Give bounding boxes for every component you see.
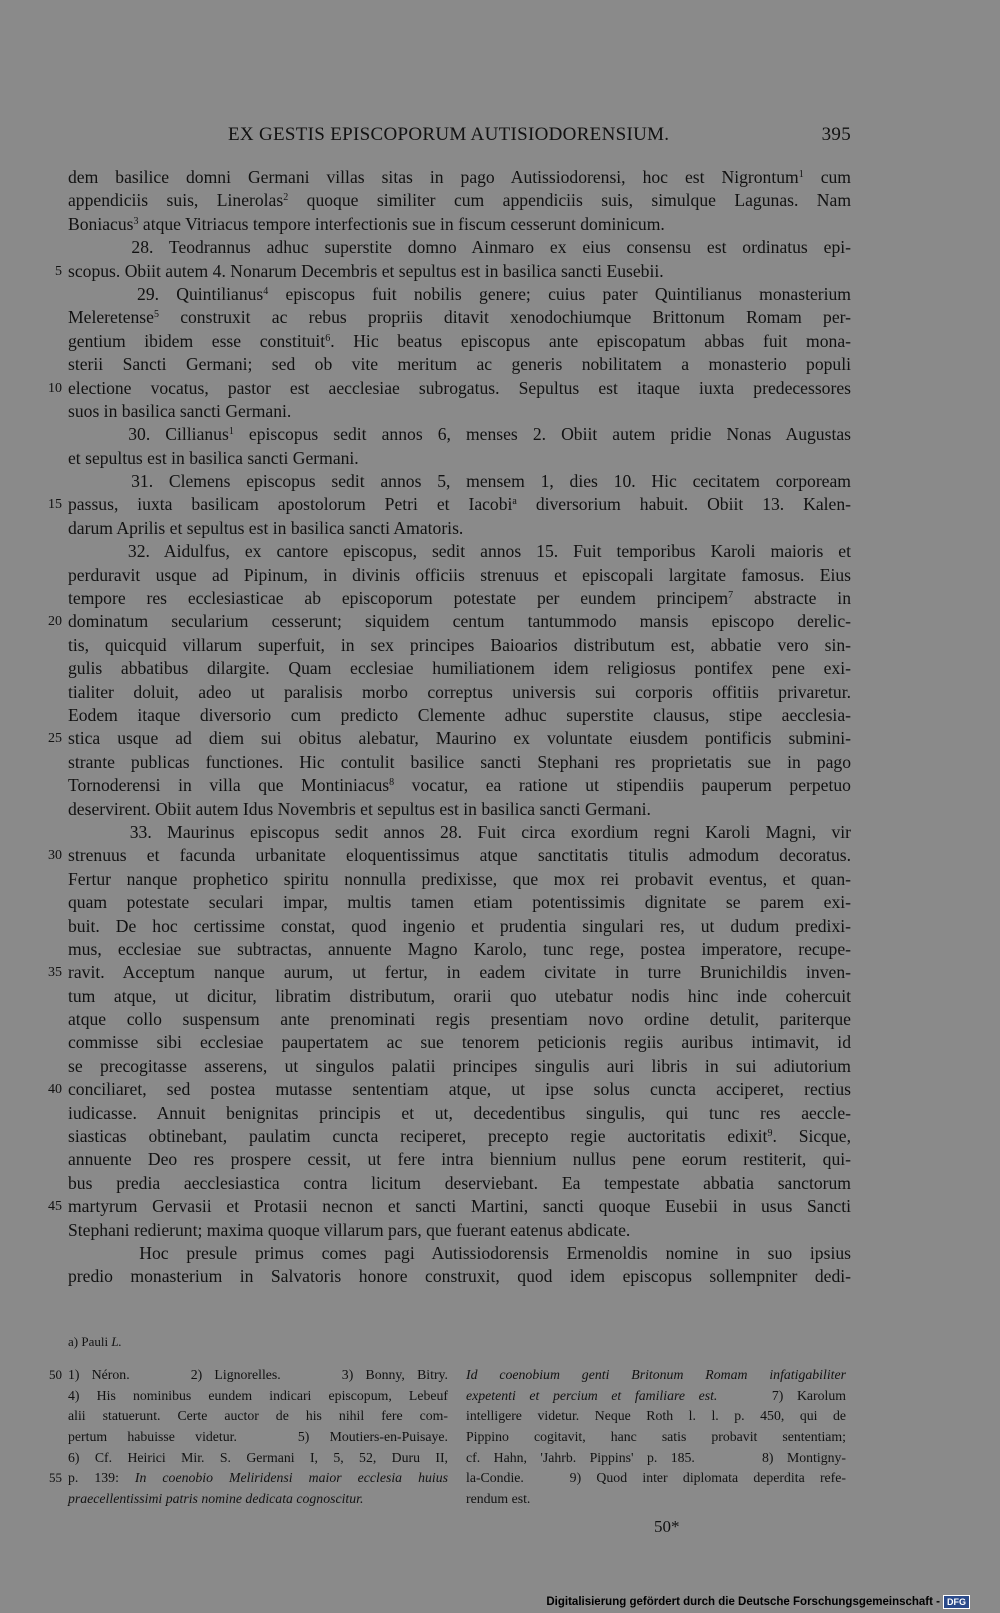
footnote-ref: 8 <box>389 777 395 789</box>
line-text: tum atque, ut dicitur, libratim distributum, orarii quo utebatur nodis hinc inde cohercuit <box>68 985 851 1006</box>
line-text: Boniacus <box>68 213 134 234</box>
line-text: martyrum Gervasii et Protasii necnon et sancti Martini, sancti quoque Eusebii in usus Sancti <box>68 1196 851 1217</box>
footnote-text: 7) Karolum <box>717 1387 846 1403</box>
footnote-line <box>68 1406 448 1427</box>
line-text: suos in basilica sancti Germani. <box>68 400 292 421</box>
text-line <box>68 634 851 657</box>
line-text: perduravit usque ad Pipinum, in divinis officiis strenuus et episcopali largitate famosus. Eius <box>68 564 851 585</box>
text-line <box>48 844 851 867</box>
text-line <box>48 1195 851 1218</box>
text-line <box>68 517 851 540</box>
line-number: 15 <box>48 497 62 513</box>
line-text: Stephani redierunt; maxima quoque villarum pars, que fuerant eatenus abdicate. <box>68 1219 631 1240</box>
text-line <box>68 1102 851 1125</box>
footnote-text: praecellentissimi patris nomine dedicata cognoscitur. <box>68 1491 364 1507</box>
line-text: darum Aprilis et sepultus est in basilica sancti Amatoris. <box>68 517 464 538</box>
line-text: commisse sibi ecclesiae paupertatem ac sue tenorem peticionis regiis auribus intimavit, id <box>68 1032 851 1053</box>
line-number: 45 <box>48 1199 62 1215</box>
text-line <box>68 1219 851 1242</box>
line-text: Hoc presule primus comes pagi Autissiodorensis Ermenoldis nomine in suo ipsius <box>68 1242 851 1263</box>
line-text: . Hic beatus episcopus ante episcopatum abbas fuit mona- <box>330 330 851 351</box>
line-text: stica usque ad diem sui obitus alebatur, Maurino ex voluntate eiusdem pontificis submini- <box>68 728 851 749</box>
text-line <box>68 1031 851 1054</box>
footnote-line <box>466 1365 846 1386</box>
line-text: Eodem itaque diversorio cum predicto Clemente adhuc superstite clausus, stipe aecclesia- <box>68 704 851 725</box>
text-line <box>68 400 851 423</box>
line-number: 40 <box>48 1082 62 1098</box>
text-line <box>68 213 851 236</box>
footnote-ref: a <box>512 496 517 508</box>
footnote-text: Id coenobium genti Britonum Romam infatigabiliter <box>466 1367 846 1382</box>
line-text: strenuus et facunda urbanitate eloquentissimus atque sanctitatis titulis admodum decoratus. <box>68 845 851 866</box>
text-line <box>68 751 851 774</box>
line-text: episcopus fuit nobilis genere; cuius pater Quintilianus monasterium <box>268 283 851 304</box>
footnote-ref: 6 <box>325 332 331 344</box>
text-line <box>68 1008 851 1031</box>
footnote-ref: 3 <box>133 215 139 227</box>
text-line <box>68 1242 851 1265</box>
text-line <box>55 260 851 283</box>
line-text: 30. Cillianus <box>68 424 229 445</box>
line-text: conciliaret, sed postea mutasse sententiam atque, ut ipse solus cuncta acciperet, rectius <box>68 1079 851 1100</box>
line-text: 29. Quintilianus <box>68 283 264 304</box>
text-line <box>68 423 851 446</box>
dfg-logo: DFG <box>943 1595 970 1609</box>
text-line <box>68 587 851 610</box>
text-line <box>68 1125 851 1148</box>
line-text: annuente Deo res prospere cessit, ut fere intra biennium nullus pene eorum restiterit, qui- <box>68 1149 851 1170</box>
line-text: abstracte in <box>733 588 851 609</box>
footnote-line <box>49 1365 448 1386</box>
line-text: predio monasterium in Salvatoris honore construxit, quod idem episcopus sollempniter dedi- <box>68 1266 851 1287</box>
line-text: atque Vitriacus tempore interfectionis sue in fiscum cesserunt dominicum. <box>138 213 665 234</box>
footnote-line <box>466 1406 846 1427</box>
footnote-ref: 2 <box>283 192 289 204</box>
footnote-text: expetenti et percium et familiare est. <box>466 1387 718 1403</box>
text-line <box>68 189 851 212</box>
credit-text: Digitalisierung gefördert durch die Deutsche Forschungsgemeinschaft - <box>546 1596 940 1608</box>
line-number: 35 <box>48 965 62 981</box>
text-line <box>68 798 851 821</box>
line-text: sterii Sancti Germani; sed ob vite meritum ac generis nobilitatem a monasterio populi <box>68 354 851 375</box>
footnote-text: pertum habuisse videtur. 5) Moutiers-en-Puisaye. <box>68 1429 448 1445</box>
text-line <box>68 891 851 914</box>
line-text: Tornoderensi in villa que Montiniacus <box>68 775 390 796</box>
text-line <box>68 470 851 493</box>
text-line <box>68 1148 851 1171</box>
running-title: EX GESTIS EPISCOPORUM AUTISIODORENSIUM. <box>228 124 670 145</box>
line-text: . Sicque, <box>772 1126 851 1147</box>
line-text: passus, iuxta basilicam apostolorum Petri et Iacobi <box>68 494 513 515</box>
line-text: electione vocatus, pastor est aecclesiae subrogatus. Sepultus est itaque iuxta predecessores <box>68 377 851 398</box>
line-text: bus predia aecclesiastica contra licitum deserviebant. Ea tempestate abbatia sanctorum <box>68 1172 851 1193</box>
text-line <box>68 353 851 376</box>
footnote-line <box>466 1386 846 1407</box>
line-number: 20 <box>48 614 62 630</box>
footnote-text: In coenobio Meliridensi maior ecclesia huius <box>134 1470 448 1486</box>
footnote-line <box>466 1448 846 1469</box>
line-text: gentium ibidem esse constituit <box>68 330 326 351</box>
text-line <box>48 1078 851 1101</box>
footnote-ref: 1 <box>228 426 234 438</box>
footnote-line <box>68 1448 448 1469</box>
line-text: et sepultus est in basilica sancti Germani. <box>68 447 359 468</box>
text-line <box>68 938 851 961</box>
line-number: 30 <box>48 848 62 864</box>
line-text: 33. Maurinus episcopus sedit annos 28. Fuit circa exordium regni Karoli Magni, vir <box>68 821 851 842</box>
footnote-line <box>466 1468 846 1489</box>
text-line <box>68 1172 851 1195</box>
line-text: tis, quicquid villarum superfuit, in sex principes Baioarios distributum est, abbatie vero sin- <box>68 634 851 655</box>
signature-mark: 50* <box>654 1517 680 1536</box>
footnote-line <box>68 1489 448 1510</box>
footnote-text: intelligere videtur. Neque Roth l. l. p. 450, qui de <box>466 1408 846 1424</box>
text-line <box>48 377 851 400</box>
text-line <box>48 961 851 984</box>
text-line <box>68 283 851 306</box>
footnote-ref: 1 <box>798 169 804 180</box>
text-line <box>68 774 851 797</box>
main-text <box>48 166 852 1289</box>
footnote-text: p. 139: <box>68 1470 135 1486</box>
text-line <box>68 868 851 891</box>
line-text: Fertur nanque prophetico spiritu nonnulla predixisse, que mox rei probavit eventus, et quan- <box>68 868 851 889</box>
line-text: dominatum secularium cesserunt; siquidem centum tantummodo mansis episcopo derelic- <box>68 611 851 632</box>
text-line <box>68 985 851 1008</box>
footnote-ref: 7 <box>728 590 734 602</box>
line-text: quoque similiter cum appendiciis suis, simulque Lagunas. Nam <box>288 190 852 211</box>
text-line <box>68 681 851 704</box>
footnote-a: a) Pauli L. <box>68 1334 122 1349</box>
text-line <box>68 915 851 938</box>
line-text: gulis abbatibus dilargite. Quam ecclesiae humiliationem idem religiosus pontifex pene exi- <box>68 658 851 679</box>
line-text: scopus. Obiit autem 4. Nonarum Decembris et sepultus est in basilica sancti Eusebii. <box>68 260 664 281</box>
footnote-text: alii statuerunt. Certe auctor de his nihil fere com- <box>68 1408 448 1424</box>
line-text: quam potestate seculari impar, multis tamen etiam potentissimis dignitate se parem exi- <box>68 892 851 913</box>
line-text: 32. Aidulfus, ex cantore episcopus, sedit annos 15. Fuit temporibus Karoli maioris et <box>68 541 851 562</box>
footnote-line <box>68 1427 448 1448</box>
footnote-text: 1) Néron. 2) Lignorelles. 3) Bonny, Bitry. <box>68 1367 448 1382</box>
line-text: tempore res ecclesiasticae ab episcoporum potestate per eundem principem <box>68 588 729 609</box>
line-text: deservirent. Obiit autem Idus Novembris et sepultus est in basilica sancti Germani. <box>68 798 651 819</box>
page-number: 395 <box>821 124 851 145</box>
footnote-line <box>466 1489 846 1510</box>
line-text: tialiter doluit, adeo ut paralisis morbo correptus universis sui corporis offitiis privaretur. <box>68 681 851 702</box>
footnote-text: rendum est. <box>466 1491 531 1507</box>
line-text: diversorium habuit. Obiit 13. Kalen- <box>516 494 851 515</box>
text-line <box>48 727 851 750</box>
line-number: 50 <box>49 1367 62 1382</box>
line-number: 25 <box>48 731 62 747</box>
text-line <box>68 236 851 259</box>
footnote-ref: 4 <box>263 285 269 297</box>
line-text: appendiciis suis, Linerolas <box>68 190 284 211</box>
text-line <box>68 447 851 470</box>
text-line <box>68 1265 851 1288</box>
text-line <box>68 330 851 353</box>
footnote-text: cf. Hahn, 'Jahrb. Pippins' p. 185. 8) Montigny- <box>466 1449 846 1465</box>
text-line <box>68 704 851 727</box>
text-line <box>68 540 851 563</box>
text-line <box>48 493 851 516</box>
footnote-text: la-Condie. 9) Quod inter diplomata deperdita refe- <box>466 1470 846 1486</box>
footnote-ref: 9 <box>767 1128 773 1140</box>
line-text: cum <box>803 167 851 187</box>
line-text: construxit ac rebus propriis ditavit xenodochiumque Brittonum Romam per- <box>158 307 851 328</box>
footnote-line <box>49 1468 448 1489</box>
line-number: 55 <box>49 1470 62 1486</box>
line-text: vocatur, ea ratione ut stipendiis pauperum perpetuo <box>394 775 851 796</box>
text-line <box>68 1055 851 1078</box>
digitization-credit <box>546 1595 970 1609</box>
line-text: dem basilice domni Germani villas sitas in pago Autissiodorensi, hoc est Nigrontum <box>68 167 799 187</box>
text-line <box>68 306 851 329</box>
text-line <box>48 610 851 633</box>
footnote-line <box>68 1386 448 1407</box>
line-number: 10 <box>48 380 62 396</box>
text-line <box>68 166 851 189</box>
line-text: ravit. Acceptum nanque aurum, ut fertur, in eadem civitate in turre Brunichildis inven- <box>68 962 851 983</box>
line-text: iudicasse. Annuit benignitas principis et ut, decedentibus singulis, qui tunc res aeccle- <box>68 1102 851 1123</box>
footnote-text: Pippino cogitavit, hanc satis probavit sententiam; <box>466 1429 846 1445</box>
line-text: buit. De hoc certissime constat, quod ingenio et prudentia singulari res, ut dudum predixi- <box>68 915 851 936</box>
footnote-text: 6) Cf. Heirici Mir. S. Germani I, 5, 52, Duru II, <box>68 1449 448 1465</box>
line-text: se precogitasse asserens, ut singulos palatii principes singulis auri libris in sui adiutorium <box>68 1055 851 1076</box>
line-number: 5 <box>55 263 62 279</box>
line-text: episcopus sedit annos 6, menses 2. Obiit autem pridie Nonas Augustas <box>233 424 851 445</box>
line-text: 31. Clemens episcopus sedit annos 5, mensem 1, dies 10. Hic cecitatem corpoream <box>68 471 851 492</box>
line-text: atque collo suspensum ante prenominati regis presentiam novo ordine detulit, pariterque <box>68 1009 851 1030</box>
line-text: Meleretense <box>68 307 154 328</box>
line-text: siasticas obtinebant, paulatim cuncta reciperet, precepto regie auctoritatis edixit <box>68 1126 768 1147</box>
footnotes-right-column <box>466 1365 846 1510</box>
line-text: strante publicas functiones. Hic contulit basilice sancti Stephani res proprietatis sue in pago <box>68 751 851 772</box>
line-text: 28. Teodrannus adhuc superstite domno Ainmaro ex eius consensu est ordinatus epi- <box>68 237 851 258</box>
text-line <box>68 657 851 680</box>
footnote-line <box>466 1427 846 1448</box>
footnote-ref: 5 <box>153 309 159 321</box>
footnotes-left-column <box>49 1365 448 1510</box>
text-line <box>68 564 851 587</box>
text-line <box>68 821 851 844</box>
line-text: mus, ecclesiae sue subtractas, annuente Magno Karolo, tunc rege, postea imperatore, recupe- <box>68 938 851 959</box>
footnote-text: 4) His nominibus eundem indicari episcopum, Lebeuf <box>68 1387 448 1403</box>
